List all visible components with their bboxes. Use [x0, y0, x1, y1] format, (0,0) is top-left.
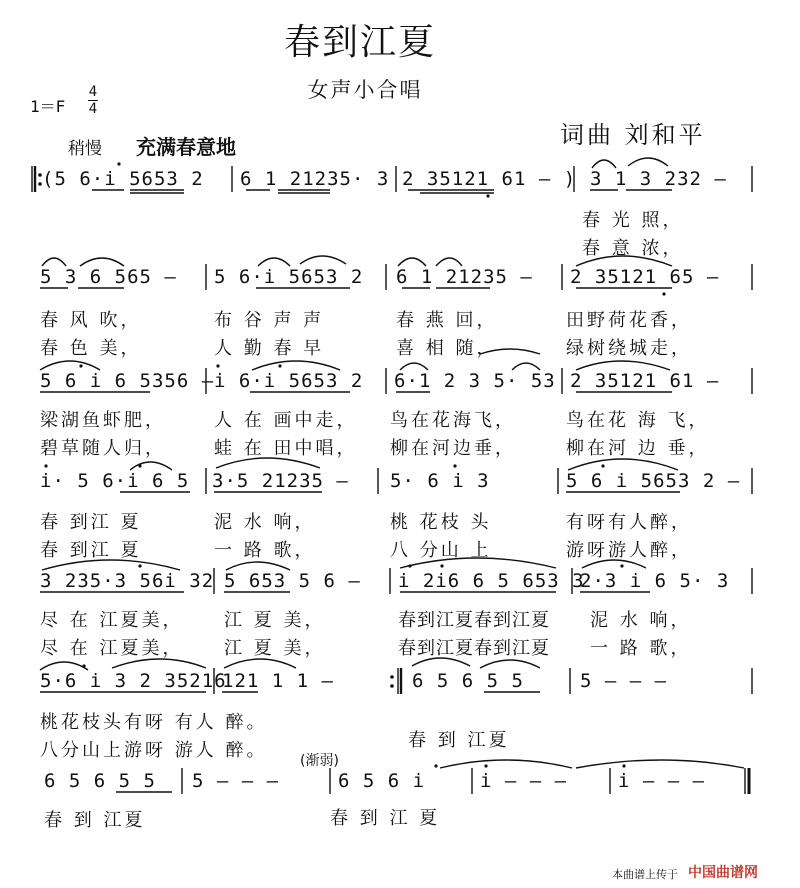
- octave-dot: [440, 564, 443, 567]
- s2-m3-notes: 6 1 21235 –: [396, 266, 533, 288]
- s7-m2-notes: 5 – – –: [192, 770, 280, 792]
- slur: [258, 258, 290, 266]
- octave-dot: [484, 764, 487, 767]
- s4-v2-m4: 游呀游人醉，: [566, 540, 692, 561]
- s2-m1-notes: 5 3 6 565 –: [40, 266, 177, 288]
- s4-m2-notes: 3·5 21235 –: [212, 470, 349, 492]
- s3-m2-notes: i 6·i 5653 2: [214, 370, 364, 392]
- s4-m3-notes: 5· 6 i 3: [390, 470, 490, 492]
- slur: [592, 160, 616, 168]
- octave-dot: [408, 564, 411, 567]
- s1-m3-notes: 2 35121 61 – ): [402, 168, 577, 190]
- slur: [398, 258, 426, 266]
- composer-credit: 词曲 刘和平: [560, 121, 706, 149]
- s1-lyric-v2: 春 意 浓，: [582, 238, 684, 259]
- s1-lyric-v1: 春 光 照，: [582, 210, 684, 231]
- s5-m3-notes: i 2i6 6 5 653 3: [398, 570, 585, 592]
- s7-v1-m3: 春 到 江 夏: [330, 808, 441, 829]
- s6-upper-lyric: 春 到 江夏: [408, 730, 510, 751]
- slur: [42, 258, 66, 266]
- octave-dot: [117, 162, 120, 165]
- s4-m4-notes: 5 6 i 5653 2 –: [566, 470, 741, 492]
- s6-m4-notes: 5 – – –: [580, 670, 668, 692]
- s3-m1-notes: 5 6 i 6 5356 –: [40, 370, 215, 392]
- slur: [226, 562, 290, 570]
- s7-m3-notes: 6 5 6 i: [338, 770, 426, 792]
- s6-v2-m1: 八分山上游呀 游人 醉。: [40, 740, 268, 761]
- octave-dot: [278, 364, 281, 367]
- slur: [568, 459, 678, 470]
- s2-v1-m1: 春 风 吹，: [40, 310, 142, 331]
- song-subtitle: 女声小合唱: [307, 78, 423, 102]
- s5-v1-m3: 春到江夏春到江夏: [398, 610, 550, 631]
- slur: [480, 660, 540, 668]
- s7-m4-notes: i – – –: [480, 770, 568, 792]
- octave-dot: [434, 764, 437, 767]
- octave-dot: [601, 464, 604, 467]
- s7-m5-notes: i – – –: [618, 770, 706, 792]
- s2-v2-m4: 绿树绕城走，: [566, 338, 692, 359]
- s4-v2-m1: 春 到江 夏: [40, 540, 142, 561]
- slur: [576, 760, 744, 768]
- s4-v2-m3: 八 分山 上: [390, 540, 492, 561]
- time-signature-top: 4: [88, 84, 98, 100]
- repeat-dot: [390, 675, 394, 679]
- s2-m2-notes: 5 6·i 5653 2: [214, 266, 364, 288]
- s3-m4-notes: 2 35121 61 –: [570, 370, 720, 392]
- octave-dot: [662, 292, 665, 295]
- time-signature: [88, 84, 98, 117]
- slur: [130, 462, 172, 470]
- slur: [80, 258, 124, 266]
- s5-v1-m4: 泥 水 响，: [590, 610, 692, 631]
- s5-m2-notes: 5 653 5 6 –: [224, 570, 361, 592]
- octave-dot: [44, 464, 47, 467]
- octave-dot: [453, 464, 456, 467]
- s5-v2-m4: 一 路 歌，: [590, 638, 692, 659]
- slur: [300, 256, 346, 264]
- s2-v2-m3: 喜 相 随，: [396, 338, 498, 359]
- slur: [400, 363, 428, 370]
- s1-m4-notes: 3 1 3 232 –: [590, 168, 727, 190]
- octave-dot: [79, 364, 82, 367]
- s4-v1-m1: 春 到江 夏: [40, 512, 142, 533]
- s3-v1-m1: 梁湖鱼虾肥，: [40, 410, 166, 431]
- s3-v2-m1: 碧草随人归，: [40, 438, 166, 459]
- s2-v2-m2: 人 勤 春 早: [214, 338, 325, 359]
- slur: [628, 158, 668, 166]
- s7-v1-m1: 春 到 江夏: [44, 810, 146, 831]
- s6-v1-m1: 桃花枝头有呀 有人 醉。: [40, 712, 268, 733]
- footer-note: 本曲谱上传于: [612, 868, 678, 881]
- slur: [576, 361, 670, 370]
- s2-m4-notes: 2 35121 65 –: [570, 266, 720, 288]
- octave-dot: [138, 564, 141, 567]
- s5-m4-notes: 2·3 i 6 5· 3: [580, 570, 730, 592]
- octave-dot: [216, 364, 219, 367]
- octave-dot: [82, 664, 85, 667]
- s2-v1-m2: 布 谷 声 声: [214, 310, 325, 331]
- s3-v2-m4: 柳在河 边 垂，: [566, 438, 710, 459]
- octave-dot: [138, 464, 141, 467]
- repeat-dot: [390, 684, 394, 688]
- slur: [112, 659, 206, 668]
- s5-m1-notes: 3 235·3 56i 32: [40, 570, 215, 592]
- dynamic-diminuendo: (渐弱): [300, 753, 339, 769]
- s2-v2-m1: 春 色 美，: [40, 338, 142, 359]
- slur: [512, 363, 540, 370]
- s5-v1-m2: 江 夏 美，: [224, 610, 326, 631]
- s4-v1-m3: 桃 花枝 头: [390, 512, 492, 533]
- s3-v2-m3: 柳在河边垂，: [390, 438, 516, 459]
- s3-v1-m4: 鸟在花 海 飞，: [566, 410, 710, 431]
- song-title: 春到江夏: [283, 22, 436, 63]
- s5-v2-m1: 尽 在 江夏美，: [40, 638, 184, 659]
- slur: [252, 361, 340, 370]
- time-signature-bottom: 4: [88, 101, 98, 117]
- octave-dot: [622, 764, 625, 767]
- key-signature: 1＝F: [30, 97, 66, 116]
- s5-v1-m1: 尽 在 江夏美，: [40, 610, 184, 631]
- s4-v1-m4: 有呀有人醉，: [566, 512, 692, 533]
- s3-m3-notes: 6·1 2 3 5· 53: [394, 370, 556, 392]
- octave-dot: [620, 564, 623, 567]
- s4-v2-m2: 一 路 歌，: [214, 540, 316, 561]
- s6-m2-notes: 121 1 1 –: [222, 670, 334, 692]
- s4-m1-notes: i· 5 6·i 6 5: [40, 470, 190, 492]
- octave-dot: [486, 194, 489, 197]
- slur: [440, 760, 572, 768]
- s2-v1-m3: 春 燕 回，: [396, 310, 498, 331]
- s4-v1-m2: 泥 水 响，: [214, 512, 316, 533]
- s1-m1-notes: (5 6·i 5653 2: [42, 168, 204, 190]
- s6-m3-notes: 6 5 6 5 5: [412, 670, 524, 692]
- slur: [224, 659, 296, 668]
- site-logo[interactable]: 中国曲谱网: [688, 865, 758, 881]
- tempo-mark: 稍慢: [68, 139, 102, 159]
- s1-m2-notes: 6 1 21235· 3: [240, 168, 390, 190]
- slur: [40, 662, 88, 670]
- s3-v1-m3: 鸟在花海飞，: [390, 410, 516, 431]
- expression-mark: 充满春意地: [136, 135, 236, 159]
- s3-v2-m2: 蛙 在 田中唱，: [214, 438, 358, 459]
- s3-v1-m2: 人 在 画中走，: [214, 410, 358, 431]
- s2-v1-m4: 田野荷花香，: [566, 310, 692, 331]
- s7-m1-notes: 6 5 6 5 5: [44, 770, 156, 792]
- slur: [40, 361, 100, 370]
- s6-m1-notes: 5·6 i 3 2 35216: [40, 670, 227, 692]
- s5-v2-m2: 江 夏 美，: [224, 638, 326, 659]
- s5-v2-m3: 春到江夏春到江夏: [398, 638, 550, 659]
- slur: [436, 258, 462, 266]
